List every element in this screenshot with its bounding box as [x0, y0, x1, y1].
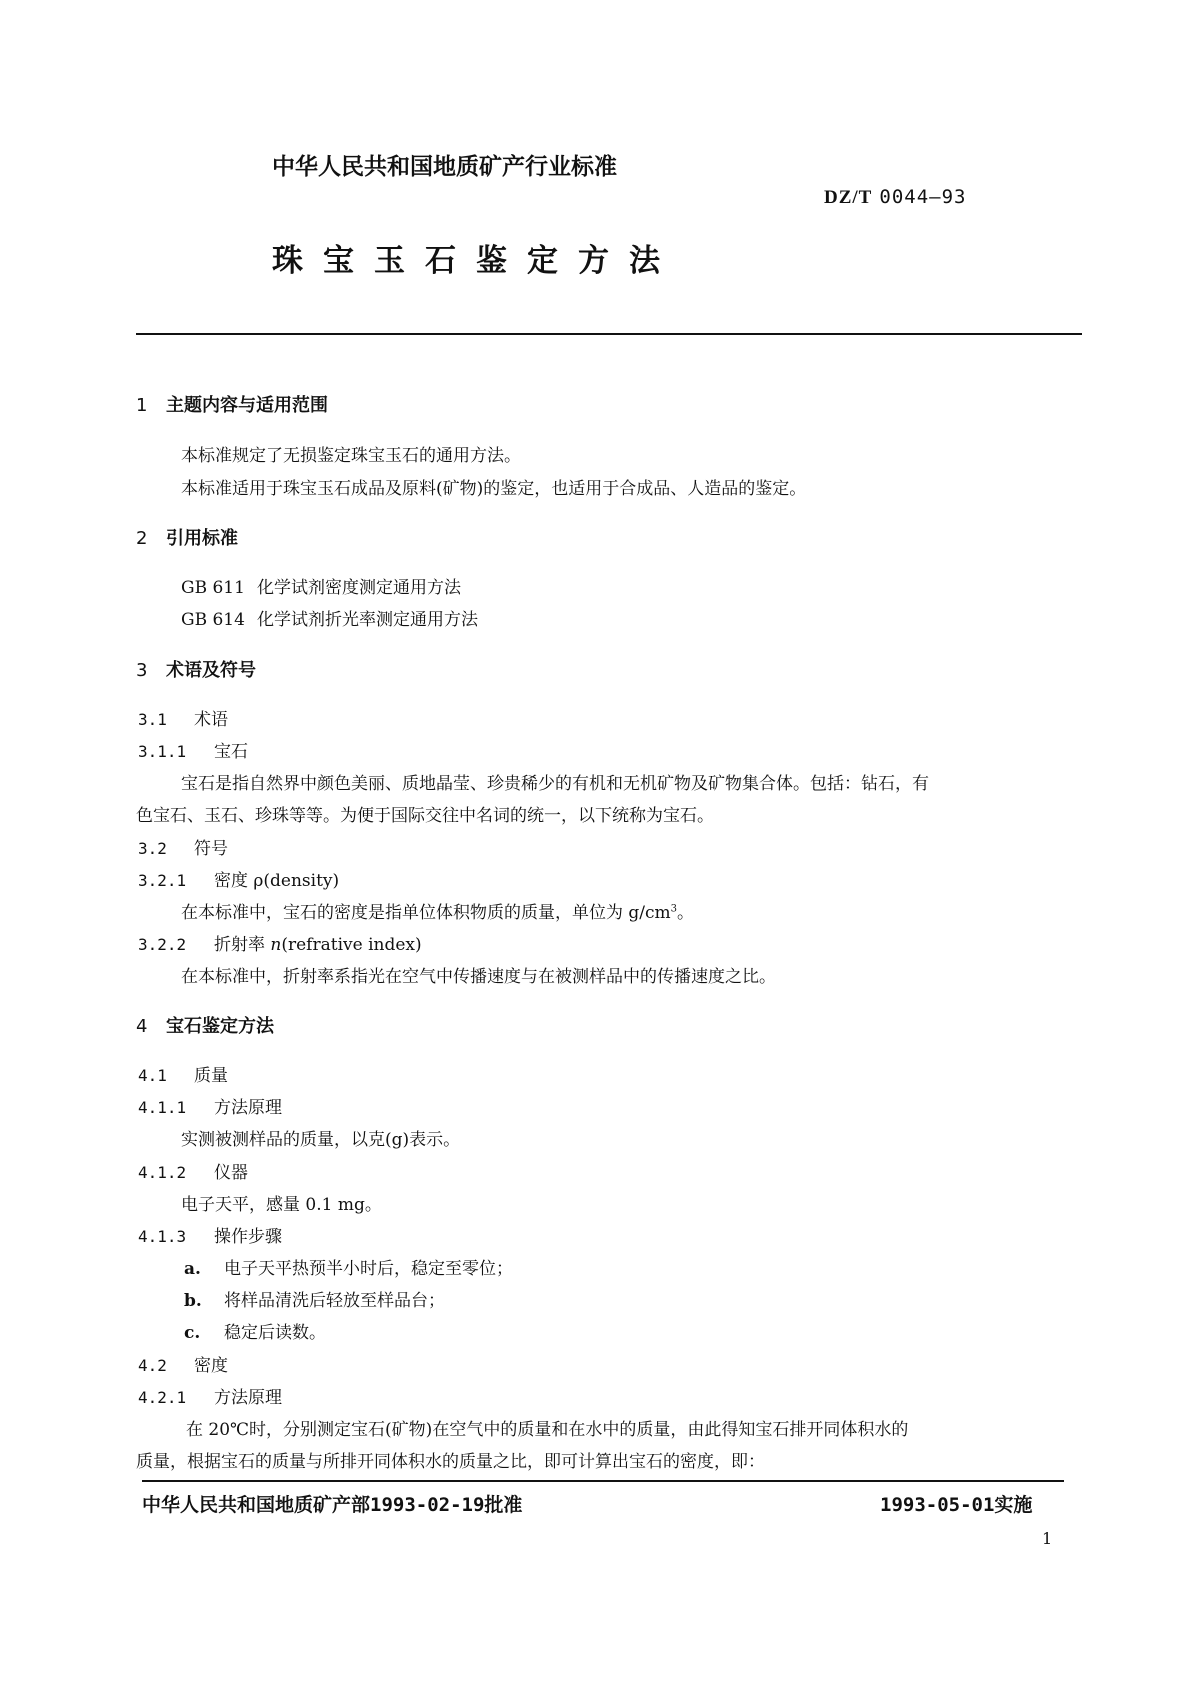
section-2-heading: [136, 524, 238, 550]
reference-item: [181, 605, 478, 630]
subsection-title: 折射率: [214, 935, 271, 955]
list-item: [184, 1286, 445, 1311]
subsection-number: 3.1: [138, 710, 167, 729]
list-item: [184, 1254, 513, 1279]
paragraph: 电子天平，感量 0.1 mg。: [181, 1195, 382, 1215]
approve-label: 批准: [484, 1494, 523, 1516]
subsection-heading: [138, 737, 248, 762]
subsection-number: 4.1.3: [138, 1227, 187, 1246]
section-3-heading: [136, 656, 256, 682]
paragraph-text: 在本标准中，宝石的密度是指单位体积物质的质量，单位为 g/cm: [181, 903, 671, 923]
list-item-text: 将样品清洗后轻放至样品台；: [224, 1291, 445, 1311]
subsection-title: 方法原理: [214, 1388, 282, 1408]
effective-date: 1993-05-01: [880, 1494, 995, 1516]
approve-date: 1993-02-19: [370, 1494, 485, 1516]
reference-code: GB 611: [181, 578, 245, 598]
subsection-number: 4.1.2: [138, 1163, 187, 1182]
reference-code: GB 614: [181, 610, 245, 630]
list-marker: a.: [184, 1259, 201, 1279]
section-title: 术语及符号: [166, 660, 256, 681]
section-number: 4: [136, 1016, 148, 1037]
subsection-heading: [138, 930, 422, 955]
paragraph-text: 。: [677, 903, 695, 923]
paragraph: 宝石是指自然界中颜色美丽、质地晶莹、珍贵稀少的有机和无机矿物及矿物集合体。包括：钻石，有: [181, 774, 929, 794]
reference-name: 化学试剂密度测定通用方法: [257, 578, 461, 598]
subsection-number: 3.1.1: [138, 742, 187, 761]
list-marker: c.: [184, 1323, 201, 1343]
header-divider: [136, 333, 1082, 335]
issuing-organization: 中华人民共和国地质矿产行业标准: [272, 154, 617, 180]
subsection-title: 符号: [194, 839, 228, 859]
reference-item: [181, 573, 461, 598]
section-1-heading: [136, 391, 328, 417]
paragraph: 本标准规定了无损鉴定珠宝玉石的通用方法。: [181, 446, 521, 466]
subsection-heading: [138, 866, 339, 891]
section-number: 1: [136, 395, 148, 416]
subsection-heading: [138, 1158, 248, 1183]
reference-name: 化学试剂折光率测定通用方法: [257, 610, 478, 630]
paragraph: 质量，根据宝石的质量与所排开同体积水的质量之比，即可计算出宝石的密度，即：: [136, 1452, 765, 1472]
subsection-title: (refrative index): [281, 935, 422, 955]
approval-line: [142, 1490, 522, 1517]
paragraph: 在 20℃时，分别测定宝石(矿物)在空气中的质量和在水中的质量，由此得知宝石排开同体积水的: [186, 1420, 909, 1440]
paragraph: 实测被测样品的质量，以克(g)表示。: [181, 1130, 461, 1150]
subsection-title: 密度 ρ(density): [214, 871, 340, 891]
subsection-heading: [138, 1351, 228, 1376]
subsection-number: 3.2.2: [138, 935, 187, 954]
subsection-heading: [138, 1093, 282, 1118]
list-item: [184, 1318, 326, 1343]
section-number: 2: [136, 528, 148, 549]
subsection-number: 4.1.1: [138, 1098, 187, 1117]
section-title: 主题内容与适用范围: [166, 395, 328, 416]
subsection-title: 宝石: [214, 742, 248, 762]
subsection-heading: [138, 834, 228, 859]
section-title: 宝石鉴定方法: [166, 1016, 274, 1037]
paragraph: [181, 898, 694, 923]
footer-divider: [142, 1480, 1064, 1482]
section-4-heading: [136, 1012, 274, 1038]
subsection-number: 4.2.1: [138, 1388, 187, 1407]
subsection-number: 3.2.1: [138, 871, 187, 890]
standard-code: [824, 186, 966, 209]
page-number: 1: [1042, 1529, 1053, 1548]
subsection-title: 术语: [194, 710, 228, 730]
paragraph: 本标准适用于珠宝玉石成品及原料(矿物)的鉴定，也适用于合成品、人造品的鉴定。: [181, 479, 807, 499]
subsection-title: 质量: [194, 1066, 228, 1086]
subsection-title: 密度: [194, 1356, 228, 1376]
subsection-title: 仪器: [214, 1163, 248, 1183]
subsection-title: 操作步骤: [214, 1227, 282, 1247]
subsection-number: 4.2: [138, 1356, 167, 1375]
effective-label: 实施: [994, 1494, 1033, 1516]
standard-code-prefix: DZ/T: [824, 187, 873, 208]
subsection-heading: [138, 1383, 282, 1408]
paragraph: 色宝石、玉石、珍珠等等。为便于国际交往中名词的统一，以下统称为宝石。: [136, 806, 714, 826]
list-item-text: 稳定后读数。: [224, 1323, 326, 1343]
refractive-index-symbol: n: [270, 935, 282, 955]
subsection-heading: [138, 705, 228, 730]
subsection-title: 方法原理: [214, 1098, 282, 1118]
section-number: 3: [136, 660, 148, 681]
superscript: 3: [670, 903, 678, 915]
document-title: 珠宝玉石鉴定方法: [272, 243, 680, 279]
subsection-heading: [138, 1061, 228, 1086]
section-title: 引用标准: [166, 528, 238, 549]
subsection-number: 4.1: [138, 1066, 167, 1085]
standard-code-number: 0044—93: [879, 186, 967, 208]
list-marker: b.: [184, 1291, 202, 1311]
subsection-number: 3.2: [138, 839, 167, 858]
approver: 中华人民共和国地质矿产部: [142, 1494, 371, 1516]
subsection-heading: [138, 1222, 282, 1247]
paragraph: 在本标准中，折射率系指光在空气中传播速度与在被测样品中的传播速度之比。: [181, 967, 776, 987]
list-item-text: 电子天平热预半小时后，稳定至零位；: [224, 1259, 513, 1279]
effective-line: [880, 1490, 1032, 1517]
